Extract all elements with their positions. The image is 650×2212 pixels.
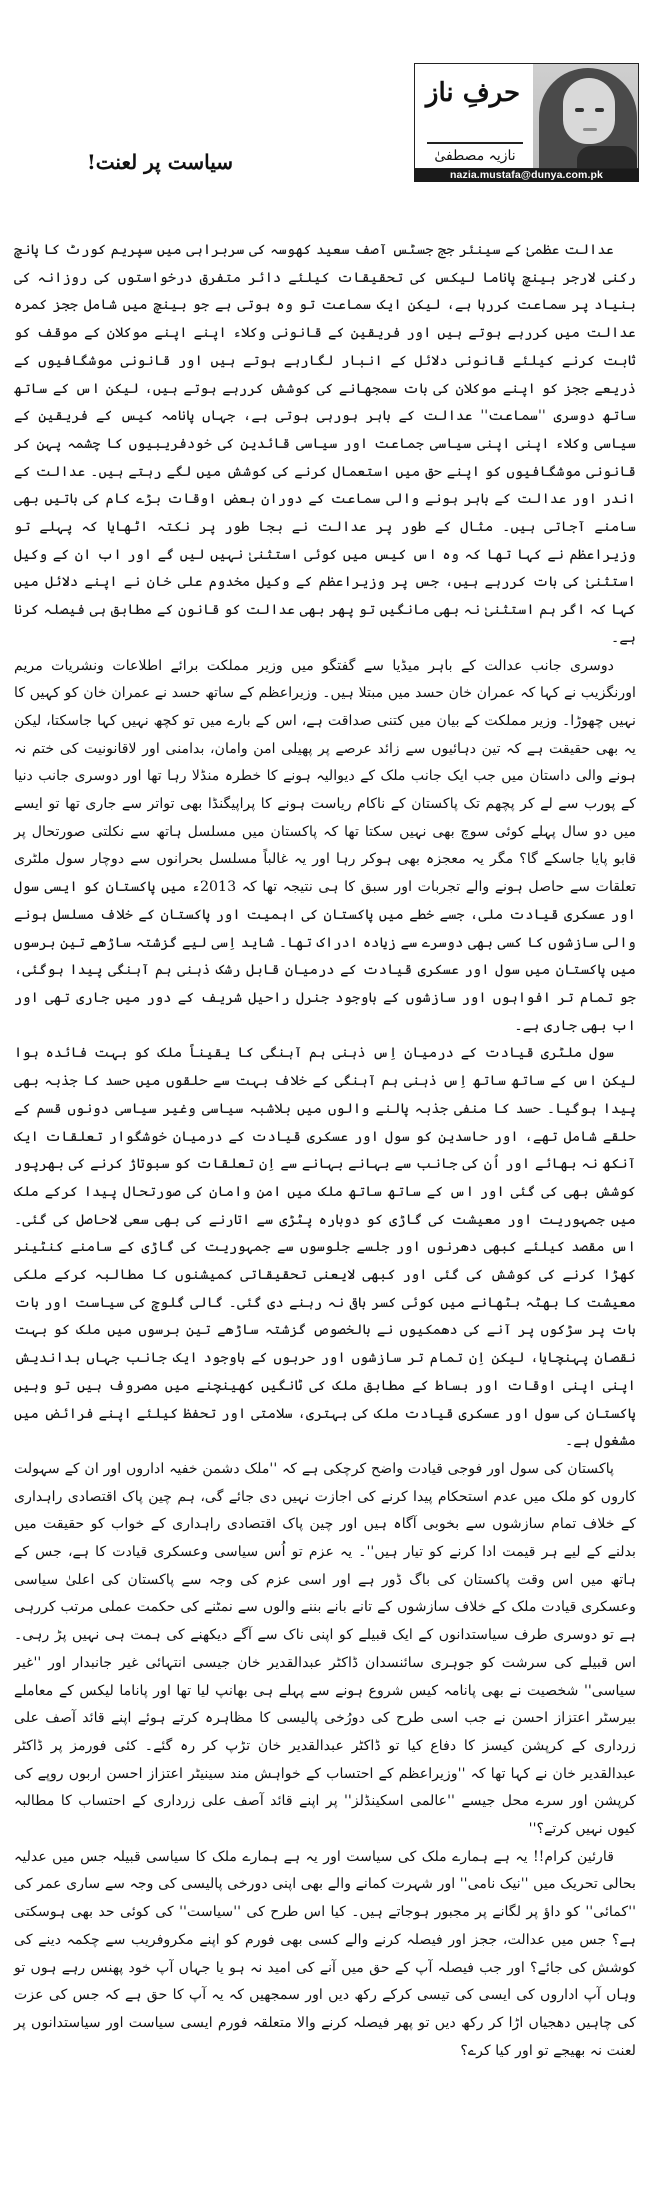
- photo-face: [563, 78, 615, 144]
- article-paragraph: سول ملٹری قیادت کے درمیان اِس ذہنی ہم آہنگی کا یقیناً ملک کو بہت فائدہ ہوا لیکن اس کے ساتھ ساتھ اِس ذہنی ہم آہنگی کے خلاف بہت سے حلقوں میں حسد کا جذبہ بھی پیدا ہوگیا۔ حسد کا منفی جذبہ پالنے والوں میں بلاشبہ سیاسی وغیر سیاسی دونوں قسم کے حلقے شامل تھے، اور حاسدین کو سول اور عسکری قیادت کے درمیان خوشگوار تعلقات ایک آنکھ نہ بھائے اور اُن کی جانب سے بہانے بہانے سے اِن تعلقات کو سبوتاژ کرنے کی بھرپور کوشش بھی کی گئی اور اس کے ساتھ ساتھ ملک میں امن وامان کی صورتحال پیدا کرکے ملک میں جمہوریت اور معیشت کی گاڑی کو دوبارہ پٹڑی سے اتارنے کی بھی سعی لاحاصل کی گئی۔ اس مقصد کیلئے کبھی دھرنوں اور جلسے جلوسوں سے جمہوریت کی گاڑی کے سامنے کنٹینر کھڑا کرنے کی کوشش کی گئی اور کبھی لایعنی تحقیقاتی کمیشنوں کا مطالبہ کرکے ملکی معیشت کا بھٹہ بٹھانے میں کوئی کسر باقی نہ رہنے دی گئی۔ گالی گلوچ کی سیاست اور بات بات پر سڑکوں پر آنے کی دھمکیوں نے بالخصوص گزشتہ ساڑھے تین برسوں میں ملک کو بہت نقصان پہنچایا، لیکن اِن تمام تر سازشوں اور حربوں کے باوجود ایک جانب جہاں بداندیش اپنی اپنی اوقات اور بساط کے مطابق ملک کی ٹانگیں کھینچنے میں مصروف ہیں تو وہیں پاکستان کی سول اور عسکری قیادت ملک کی بہتری، سلامتی اور تحفظ کیلئے اپنے فرائض میں مشغول ہے۔: [14, 1045, 636, 1450]
- article-paragraph: دوسری جانب عدالت کے باہر میڈیا سے گفتگو میں وزیر مملکت برائے اطلاعات ونشریات مریم اورنگزیب نے کہا کہ عمران خان حسد میں مبتلا ہیں۔ وزیراعظم کے ساتھ حسد نے عمران خان کو کہیں کا نہیں چھوڑا۔ وزیر مملکت کے بیان میں کتنی صداقت ہے، اس کے بارے میں تو کچھ نہیں کہا جاسکتا، لیکن یہ بھی حقیقت ہے کہ تین دہائیوں سے زائد عرصے پر پھیلی امن وامان، بدامنی اور لاقانونیت کی ختم نہ ہونے والی داستان میں جب ایک جانب ملک کے دیوالیہ ہونے کا خطرہ منڈلا رہا تھا اور دوسری جانب دنیا کے پورب سے لے کر پچھم تک پاکستان کے ناکام ریاست ہونے کا پراپیگنڈا بھی تواتر سے جاری تھا تو ایسے میں دو سال پہلے کوئی سوچ بھی نہیں سکتا تھا کہ پاکستان میں مسلسل ہاتھ سے نکلتی صورتحال پر قابو پایا جاسکے گا؟ مگر یہ معجزہ بھی ہوکر رہا اور یہ غالباً مسلسل بحرانوں سے دوچار سول ملٹری تعلقات سے حاصل ہونے والے تجربات اور سبق کا ہی نتیجہ تھا کہ 2013ء میں پاکستان کو ایسی سول اور عسکری قیادت ملی، جسے خطے میں پاکستان کی اہمیت اور پاکستان کے خلاف مسلسل ہونے والی سازشوں کا کسی بھی دوسرے سے زیادہ ادراک تھا۔ شاید اِسی لیے گزشتہ ساڑھے تین برسوں میں پاکستان میں سول اور عسکری قیادت کے درمیان قابل رشک ذہنی ہم آہنگی پیدا ہوگئی، جو تمام تر افواہوں اور سازشوں کے باوجود جنرل راحیل شریف کے دور میں جاری تھی اور اب بھی جاری ہے۔: [14, 657, 636, 1034]
- article-title: سیاست پر لعنت!: [86, 150, 233, 174]
- author-name: نازیہ مصطفیٰ: [434, 148, 516, 164]
- author-email[interactable]: nazia.mustafa@dunya.com.pk: [414, 169, 639, 182]
- column-header: [414, 63, 639, 169]
- photo-collar: [577, 146, 637, 169]
- article-paragraph: قارئین کرام!! یہ ہے ہمارے ملک کی سیاست اور یہ ہے ہمارے ملک کا سیاسی قبیلہ جس میں عدلیہ بحالی تحریک میں ''نیک نامی'' اور شہرت کمانے والے بھی اپنی دورخی پالیسی کی وجہ سے ساری عمر کی ''کمائی'' کو داؤ پر لگانے پر مجبور ہوجاتے ہیں۔ کیا اس طرح کی ''سیاست'' کی کوئی حد بھی ہوسکتی ہے؟ جس میں عدالت، ججز اور فیصلہ کرنے والے کسی بھی فورم کو اپنے مکروفریب سے چکمہ دینے کی کوشش کی جائے؟ اور جب فیصلہ آپ کے حق میں آنے کی امید نہ ہو یا جہاں آپ خود پھنس رہے ہوں تو وہاں آپ اداروں کی ایسی کی تیسی کرکے رکھ دیں اور سمجھیں کہ یہ آپ کا حق ہے کہ جس کی عزت کی چاہیں دھجیاں اڑا کر رکھ دیں تو پھر فیصلہ کرنے والا متعلقہ فورم ایسی سیاست اور سیاستدانوں پر لعنت نہ بھیجے تو اور کیا کرے؟: [14, 1848, 636, 2059]
- author-photo: [533, 64, 639, 169]
- column-name: حرفِ ناز: [425, 78, 521, 108]
- article-paragraph: عدالت عظمیٰ کے سینئر جج جسٹس آصف سعید کھوسہ کی سربراہی میں سپریم کورٹ کا پانچ رکنی لارجر بینچ پاناما لیکس کی تحقیقات کیلئے دائر متفرق درخواستوں کی روزانہ کی بنیاد پر سماعت کررہا ہے، لیکن ایک سماعت تو وہ ہوتی ہے جو بینچ میں شامل ججز کمرہ عدالت میں کررہے ہوتے ہیں اور فریقین کے قانونی وکلاء اپنے اپنے موکلان کے موقف کو ثابت کرنے کیلئے قانونی دلائل کے انبار لگارہے ہوتے ہیں اور قانونی موشگافیوں کے ذریعے ججز کو اپنے موکلان کی بات سمجھانے کی کوشش کررہے ہوتے ہیں، لیکن اس کے ساتھ ساتھ دوسری ''سماعت'' عدالت کے باہر ہورہی ہوتی ہے، جہاں پانامہ کیس کے فریقین کے سیاسی وکلاء اپنی اپنی سیاسی جماعت اور سیاسی قائدین کی خودفریبیوں کا چشمہ پہن کر قانونی موشگافیوں کو اپنے حق میں استعمال کرنے کی کوشش میں لگے رہتے ہیں۔ عدالت کے اندر اور عدالت کے باہر ہونے والی سماعت کے دوران بعض اوقات بڑے کام کی باتیں بھی سامنے آجاتی ہیں۔ مثال کے طور پر عدالت نے بجا طور پر نکتہ اٹھایا کہ پہلے تو وزیراعظم نے کہا تھا کہ وہ اس کیس میں کوئی استثنیٰ نہیں لیں گے اور اب ان کے وکیل استثنیٰ کی بات کررہے ہیں، جس پر وزیراعظم کے وکیل مخدوم علی خان نے اپنے دلائل میں کہا کہ اگر ہم استثنیٰ نہ بھی مانگیں تو پھر بھی عدالت کو قانون کے مطابق ہی فیصلہ کرنا ہے۔: [14, 242, 636, 646]
- photo-eye-left: [575, 108, 584, 112]
- photo-mouth: [583, 128, 597, 131]
- photo-eye-right: [595, 108, 604, 112]
- article-body: [14, 237, 636, 2065]
- header-divider: [427, 142, 523, 144]
- article-paragraph: پاکستان کی سول اور فوجی قیادت واضح کرچکی ہے کہ ''ملک دشمن خفیہ اداروں اور ان کے سہولت کاروں کو ملک میں عدم استحکام پیدا کرنے کی اجازت نہیں دی جائے گی، ہم چین پاک اقتصادی راہداری کے خلاف تمام سازشوں سے بخوبی آگاہ ہیں اور چین پاک اقتصادی راہداری کے خواب کو حقیقت میں بدلنے کے لیے ہر قیمت ادا کرنے کو تیار ہیں''۔ یہ عزم تو اُس سیاسی وعسکری قیادت کا ہے، جس کے ہاتھ میں اس وقت پاکستان کی باگ ڈور ہے اور اسی عزم کی وجہ سے پاکستان کی اعلیٰ سیاسی وعسکری قیادت ملک کے خلاف سازشوں کے تانے بانے بننے والوں سے نمٹنے کی حکمت عملی مرتب کررہی ہے تو دوسری طرف سیاستدانوں کے ایک قبیلے کو اپنی ناک سے آگے دیکھنے کی ہمت ہی نہیں پڑ رہی۔ اس قبیلے کی سرشت کو جوہری سائنسدان ڈاکٹر عبدالقدیر خان جیسی انتہائی غیر جانبدار اور ''غیر سیاسی'' شخصیت نے بھی پانامہ کیس شروع ہونے سے پہلے ہی بھانپ لیا تھا اور پاناما لیکس کے معاملے بیرسٹر اعتزاز احسن نے جب اسی طرح کی دورُخی پالیسی کا مظاہرہ کرتے ہوئے اپنے قائد آصف علی زرداری کے کرپشن کیسز کا دفاع کیا تو ڈاکٹر عبدالقدیر خان تڑپ کر رہ گئے۔ کئی فورمز پر ڈاکٹر عبدالقدیر خان نے کہا تھا کہ ''وزیراعظم کے احتساب کے خواہش مند سینیٹر اعتزاز احسن اربوں روپے کی کرپشن اور سرے محل جیسے ''عالمی اسکینڈلز'' پر اپنے قائد آصف علی زرداری کے احتساب کا مطالبہ کیوں نہیں کرتے؟'': [14, 1460, 636, 1838]
